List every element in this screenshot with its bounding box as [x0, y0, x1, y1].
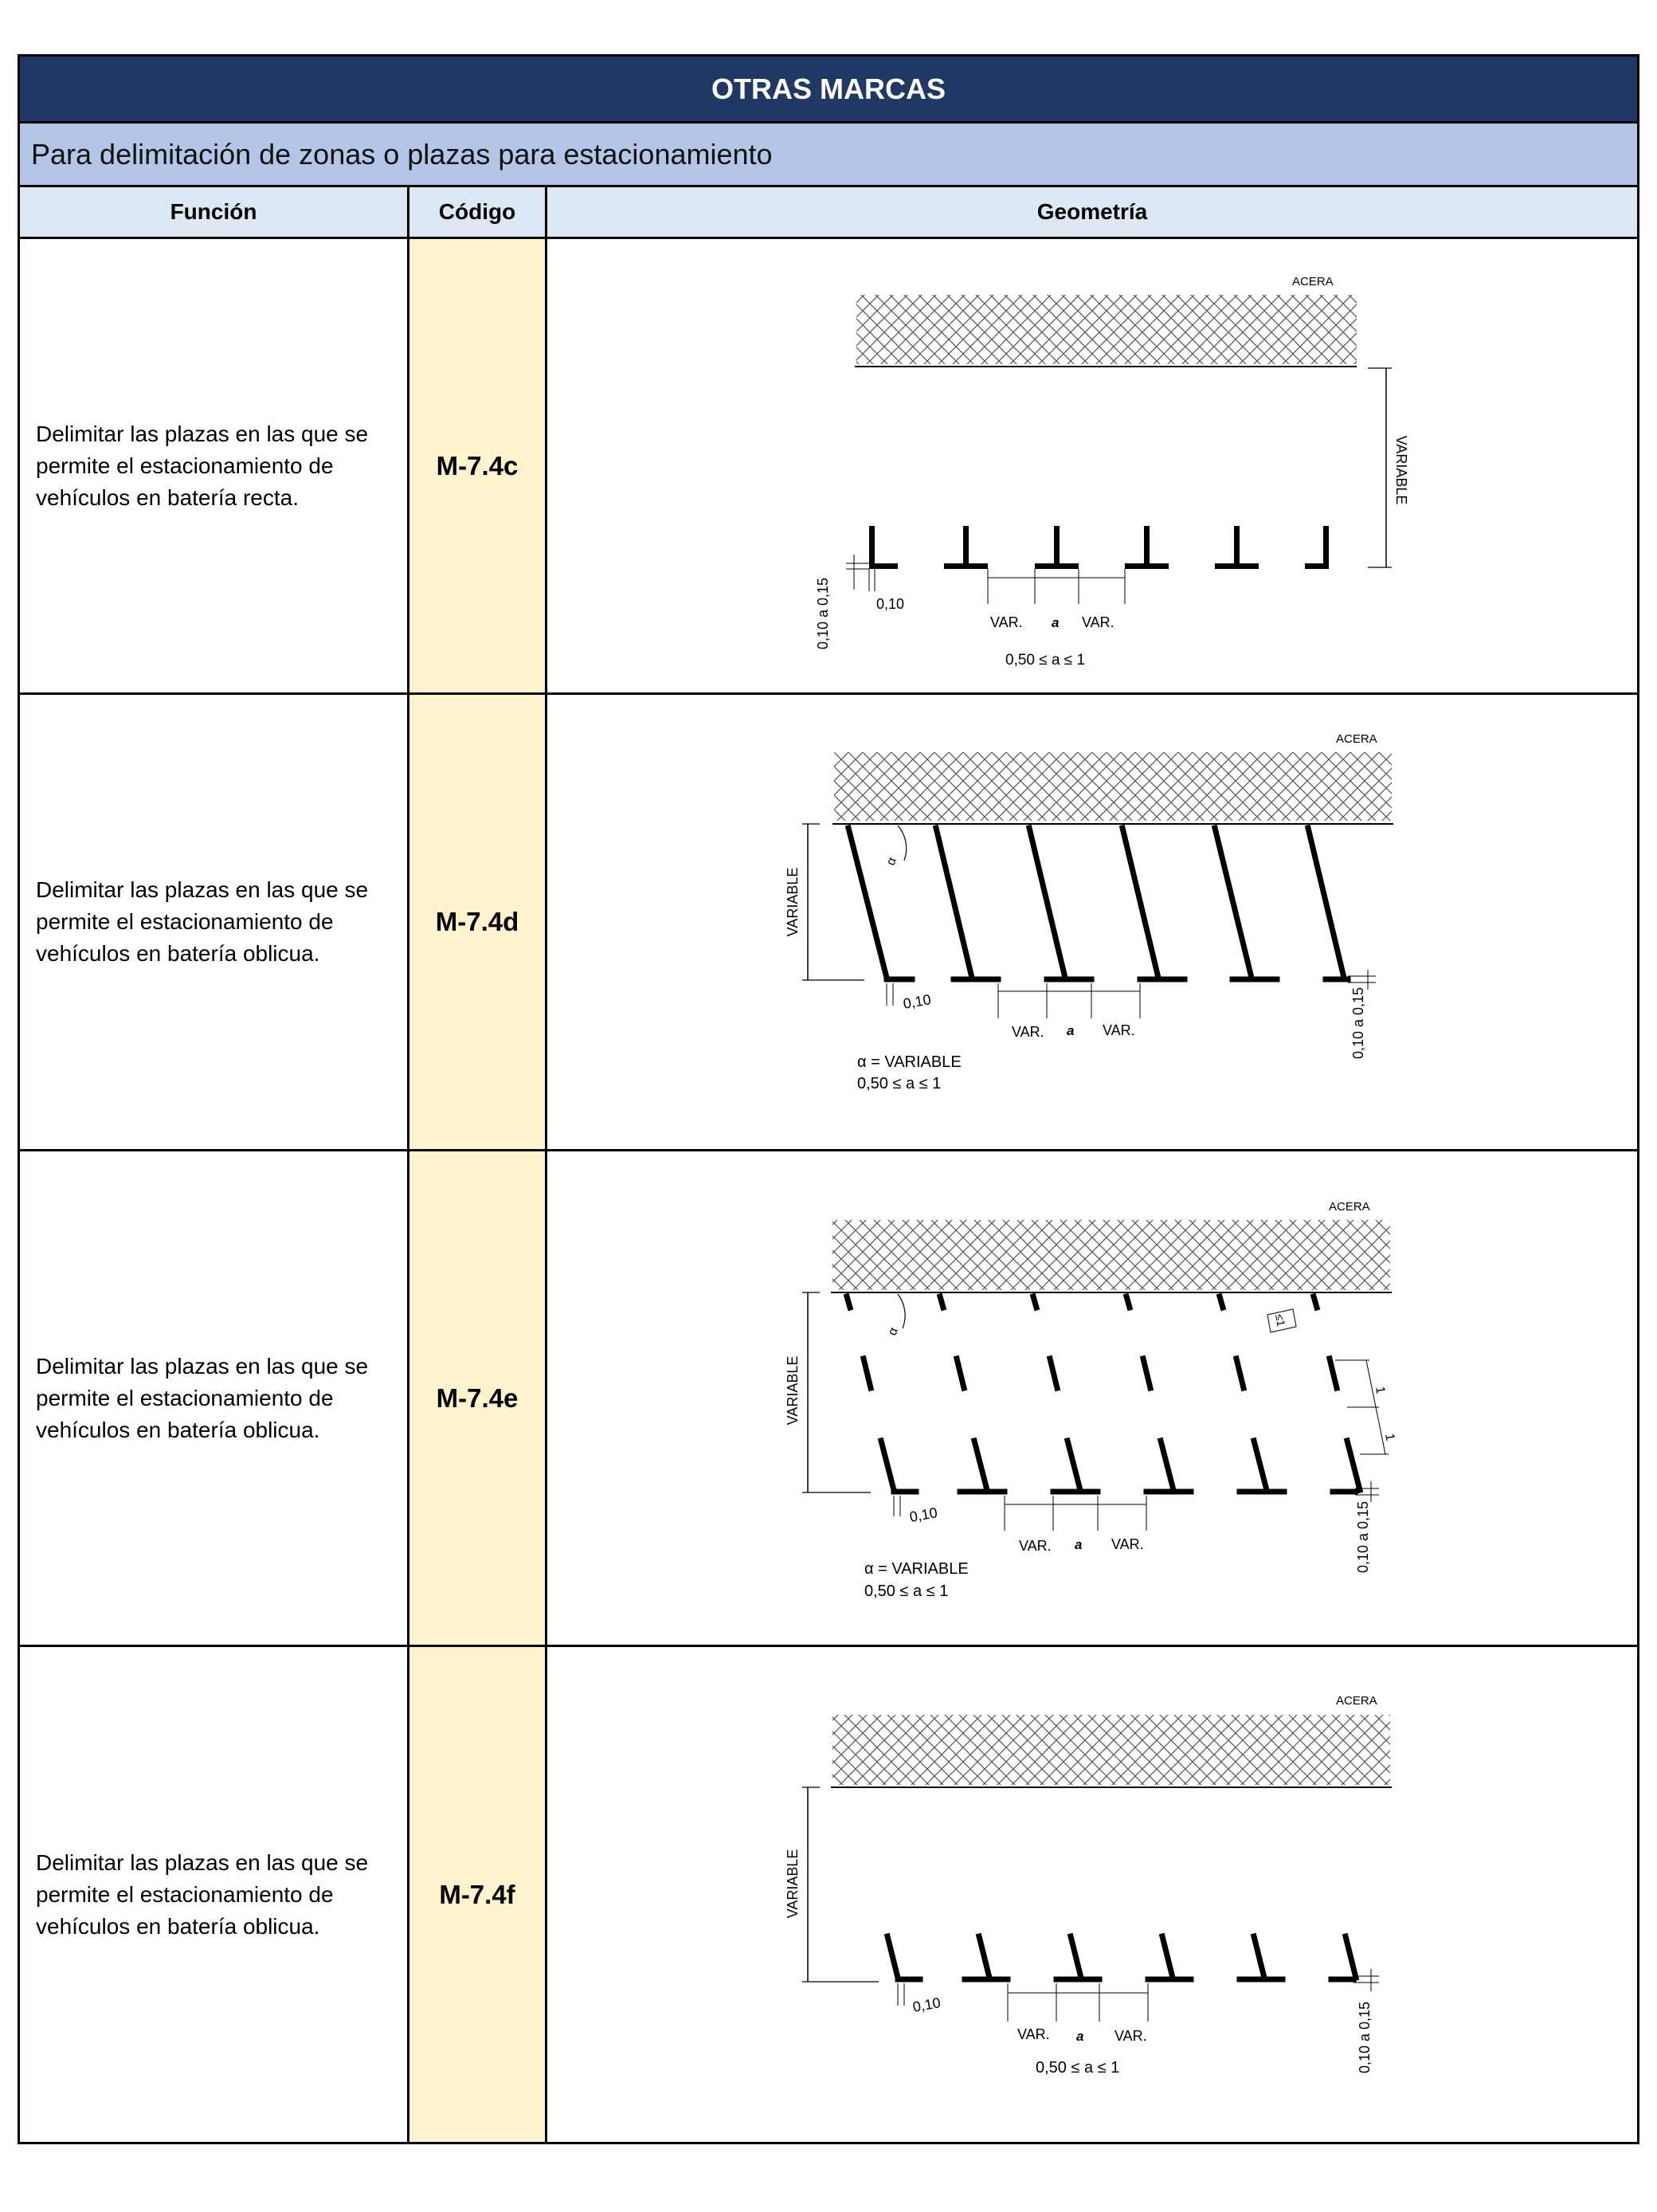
- funcion-cell: Delimitar las plazas en las que se permite el estacionamiento de vehículos en batería oblicua.: [20, 1151, 409, 1645]
- geometria-cell: [547, 239, 1637, 692]
- alpha-condition-label: α = VARIABLE: [864, 1560, 969, 1578]
- table-title: OTRAS MARCAS: [20, 57, 1637, 124]
- diagram-m74c: [547, 239, 1637, 690]
- header-codigo: Código: [409, 187, 547, 237]
- stall-mark: [1029, 828, 1065, 978]
- stall-mark: [1067, 1441, 1080, 1490]
- stall-mark: [1054, 526, 1060, 569]
- codigo-cell: M-7.4c: [409, 239, 547, 692]
- acera-label: ACERA: [1329, 1200, 1370, 1214]
- variable-label: VARIABLE: [785, 867, 801, 937]
- offset-label: 0,10 a 0,15: [1350, 986, 1366, 1060]
- stall-mark: [1330, 1359, 1337, 1388]
- offset-label: 0,10 a 0,15: [1357, 2001, 1373, 2074]
- variable-label: VARIABLE: [785, 1355, 801, 1426]
- geometria-cell: [547, 695, 1637, 1149]
- diagram-m74e: [547, 1151, 1637, 1642]
- stall-mark: [1236, 1359, 1244, 1388]
- var-label-left: VAR.: [990, 614, 1023, 630]
- stall-mark: [1126, 1296, 1130, 1308]
- stall-mark: [1125, 563, 1169, 569]
- parking-marks: [848, 828, 1348, 979]
- stall-mark: [1314, 1296, 1317, 1308]
- table-row-m74f: [20, 1647, 1637, 2142]
- codigo-cell: M-7.4d: [409, 695, 547, 1149]
- offset-label: 0,10 a 0,15: [815, 577, 831, 650]
- stall-mark: [887, 1936, 898, 1978]
- stall-mark: [1144, 526, 1150, 569]
- var-label-left: VAR.: [1012, 1024, 1044, 1040]
- stall-mark: [1323, 526, 1329, 569]
- stall-mark: [1033, 1296, 1036, 1308]
- codigo-cell: M-7.4f: [409, 1647, 547, 2142]
- a-label: a: [1067, 1023, 1075, 1038]
- acera-label: ACERA: [1336, 732, 1377, 746]
- geometria-cell: [547, 1647, 1637, 2142]
- stall-mark: [963, 526, 969, 569]
- small-dim-label: ≤1: [1273, 1312, 1288, 1328]
- stall-mark: [1215, 563, 1259, 569]
- stall-mark: [1035, 563, 1079, 569]
- header-row: [20, 187, 1637, 239]
- stall-mark: [869, 563, 898, 569]
- geometria-cell: [547, 1151, 1637, 1645]
- angle-arc: [898, 826, 907, 861]
- stall-mark: [881, 1441, 894, 1490]
- width-label: 0,10: [902, 991, 933, 1012]
- diagram-m74d: [547, 695, 1637, 1147]
- condition-label: 0,50 ≤ a ≤ 1: [1036, 2059, 1120, 2077]
- a-label: a: [1052, 615, 1060, 630]
- condition-label: 0,50 ≤ a ≤ 1: [864, 1583, 949, 1600]
- var-label-right: VAR.: [1082, 614, 1114, 630]
- stall-mark: [1220, 1296, 1223, 1308]
- sidewalk-hatch: [856, 295, 1357, 364]
- stall-mark: [1346, 1936, 1356, 1978]
- width-label: 0,10: [876, 596, 905, 612]
- sidewalk-hatch: [832, 1715, 1390, 1785]
- diagram-m74f: [547, 1647, 1637, 2137]
- stall-mark: [1305, 563, 1329, 569]
- stall-mark: [847, 1296, 850, 1308]
- alpha-label: α: [883, 855, 899, 868]
- sidewalk-hatch: [832, 1220, 1390, 1290]
- stall-mark: [944, 563, 988, 569]
- table-subtitle: Para delimitación de zonas o plazas para estacionamiento: [20, 124, 1637, 187]
- stall-mark: [940, 1296, 943, 1308]
- stall-mark: [1347, 1441, 1360, 1490]
- parking-marks: [869, 526, 1329, 569]
- condition-label: 0,50 ≤ a ≤ 1: [857, 1075, 942, 1092]
- variable-label: VARIABLE: [785, 1849, 801, 1919]
- variable-label: VARIABLE: [1393, 435, 1409, 505]
- gap-label: 1: [1382, 1432, 1397, 1442]
- funcion-cell: Delimitar las plazas en las que se permite el estacionamiento de vehículos en batería oblicua.: [20, 695, 409, 1149]
- stall-mark: [1254, 1936, 1264, 1978]
- segment-label: 1: [1373, 1385, 1388, 1395]
- stall-mark: [1234, 526, 1240, 569]
- offset-label: 0,10 a 0,15: [1355, 1500, 1371, 1574]
- stall-mark: [1143, 1359, 1150, 1388]
- dimension-lines: [894, 1309, 1389, 1531]
- stall-mark: [957, 1359, 964, 1388]
- width-label: 0,10: [911, 1994, 942, 2015]
- a-label: a: [1076, 2029, 1084, 2044]
- codigo-cell: M-7.4e: [409, 1151, 547, 1645]
- stall-mark: [974, 1441, 987, 1490]
- var-label-right: VAR.: [1111, 1536, 1144, 1552]
- acera-label: ACERA: [1336, 1694, 1377, 1708]
- var-label-left: VAR.: [1019, 1538, 1052, 1554]
- stall-mark: [1161, 1441, 1173, 1490]
- stall-mark: [1254, 1441, 1267, 1490]
- stall-mark: [864, 1359, 871, 1388]
- funcion-cell: Delimitar las plazas en las que se permite el estacionamiento de vehículos en batería recta.: [20, 239, 409, 692]
- header-funcion: Función: [20, 187, 409, 237]
- stall-mark: [1215, 828, 1252, 978]
- stall-mark: [1071, 1936, 1081, 1978]
- parking-marks: [887, 1936, 1356, 1979]
- var-label-left: VAR.: [1017, 2026, 1050, 2042]
- sidewalk-hatch: [834, 752, 1392, 821]
- var-label-right: VAR.: [1114, 2028, 1147, 2044]
- var-label-right: VAR.: [1103, 1022, 1135, 1038]
- alpha-label: α: [885, 1325, 901, 1338]
- width-label: 0,10: [908, 1504, 939, 1525]
- a-label: a: [1075, 1537, 1083, 1552]
- stall-mark: [1162, 1936, 1173, 1978]
- stall-mark: [869, 526, 875, 569]
- condition-label: 0,50 ≤ a ≤ 1: [1005, 652, 1086, 669]
- table-row-m74e: [20, 1151, 1637, 1647]
- table-row-m74c: [20, 239, 1637, 695]
- stall-mark: [979, 1936, 989, 1978]
- marking-table: [18, 54, 1639, 2144]
- stall-mark: [848, 828, 887, 978]
- funcion-cell: Delimitar las plazas en las que se permite el estacionamiento de vehículos en batería oblicua.: [20, 1647, 409, 2142]
- alpha-condition-label: α = VARIABLE: [857, 1053, 962, 1071]
- angle-arc: [898, 1294, 905, 1328]
- stall-mark: [936, 828, 972, 978]
- stall-mark: [1050, 1359, 1057, 1388]
- header-geometria: Geometría: [1036, 199, 1148, 224]
- stall-mark: [1308, 828, 1344, 978]
- stall-mark: [1122, 828, 1158, 978]
- table-row-m74d: [20, 695, 1637, 1151]
- acera-label: ACERA: [1292, 275, 1334, 288]
